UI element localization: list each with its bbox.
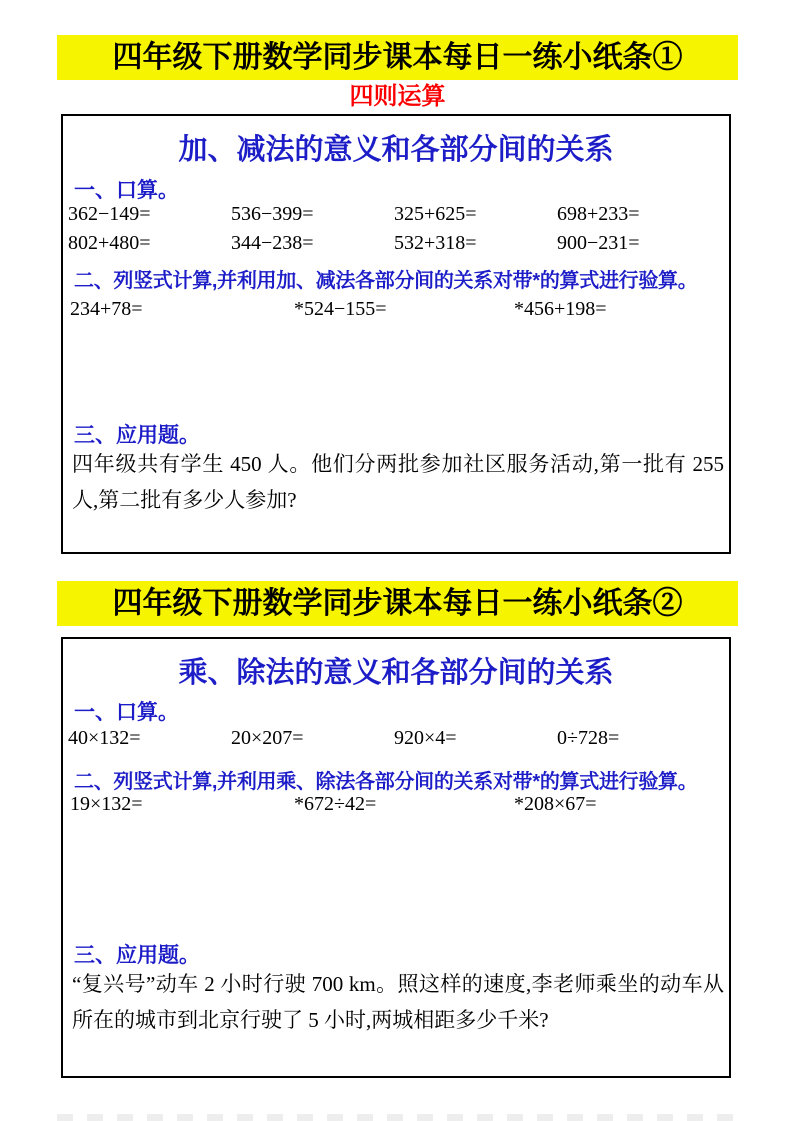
sheet1-vertical-row (63, 298, 729, 324)
oral-problem: 920×4= (394, 727, 457, 749)
sheet2-vertical-heading: 二、列竖式计算,并利用乘、除法各部分间的关系对带*的算式进行验算。 (74, 771, 698, 793)
sheet2-oral-heading: 一、口算。 (74, 701, 179, 724)
oral-problem: 536−399= (231, 203, 314, 225)
vertical-problem: *456+198= (514, 298, 607, 320)
sheet1-banner (57, 35, 738, 80)
oral-problem: 0÷728= (557, 727, 620, 749)
vertical-problem: 234+78= (70, 298, 143, 320)
sheet2-word-heading: 三、应用题。 (74, 944, 200, 967)
sheet1-box (61, 114, 731, 554)
oral-problem: 344−238= (231, 232, 314, 254)
sheet1-word-heading: 三、应用题。 (74, 424, 200, 447)
oral-problem: 20×207= (231, 727, 304, 749)
sheet1-oral-row-1 (68, 203, 720, 226)
sheet2-oral-row-1 (68, 727, 720, 750)
oral-problem: 802+480= (68, 232, 151, 254)
sheet1-banner-title: 四年级下册数学同步课本每日一练小纸条① (112, 41, 683, 74)
sheet1-oral-row-2 (68, 232, 720, 255)
sheet1-box-title: 加、减法的意义和各部分间的关系 (178, 134, 614, 166)
sheet1-subtitle: 四则运算 (349, 83, 446, 110)
sheet2-banner (57, 581, 738, 626)
oral-problem: 532+318= (394, 232, 477, 254)
sheet1-oral-heading: 一、口算。 (74, 179, 179, 202)
next-page-remnant (57, 1114, 738, 1121)
vertical-problem: 19×132= (70, 793, 143, 815)
sheet2-vertical-row (63, 793, 729, 819)
oral-problem: 900−231= (557, 232, 640, 254)
sheet2-banner-title: 四年级下册数学同步课本每日一练小纸条② (112, 587, 683, 620)
oral-problem: 325+625= (394, 203, 477, 225)
oral-problem: 698+233= (557, 203, 640, 225)
sheet1-word-problem: 四年级共有学生 450 人。他们分两批参加社区服务活动,第一批有 255 人,第二批有多少人参加? (72, 452, 724, 512)
sheet2-word-problem: “复兴号”动车 2 小时行驶 700 km。照这样的速度,李老师乘坐的动车从所在的城市到北京行驶了 5 小时,两城相距多少千米? (72, 972, 724, 1032)
oral-problem: 362−149= (68, 203, 151, 225)
sheet1-vertical-heading: 二、列竖式计算,并利用加、减法各部分间的关系对带*的算式进行验算。 (74, 270, 698, 292)
sheet2-box (61, 637, 731, 1078)
oral-problem: 40×132= (68, 727, 141, 749)
vertical-problem: *524−155= (294, 298, 387, 320)
sheet2-box-title: 乘、除法的意义和各部分间的关系 (178, 657, 614, 689)
vertical-problem: *672÷42= (294, 793, 377, 815)
vertical-problem: *208×67= (514, 793, 597, 815)
